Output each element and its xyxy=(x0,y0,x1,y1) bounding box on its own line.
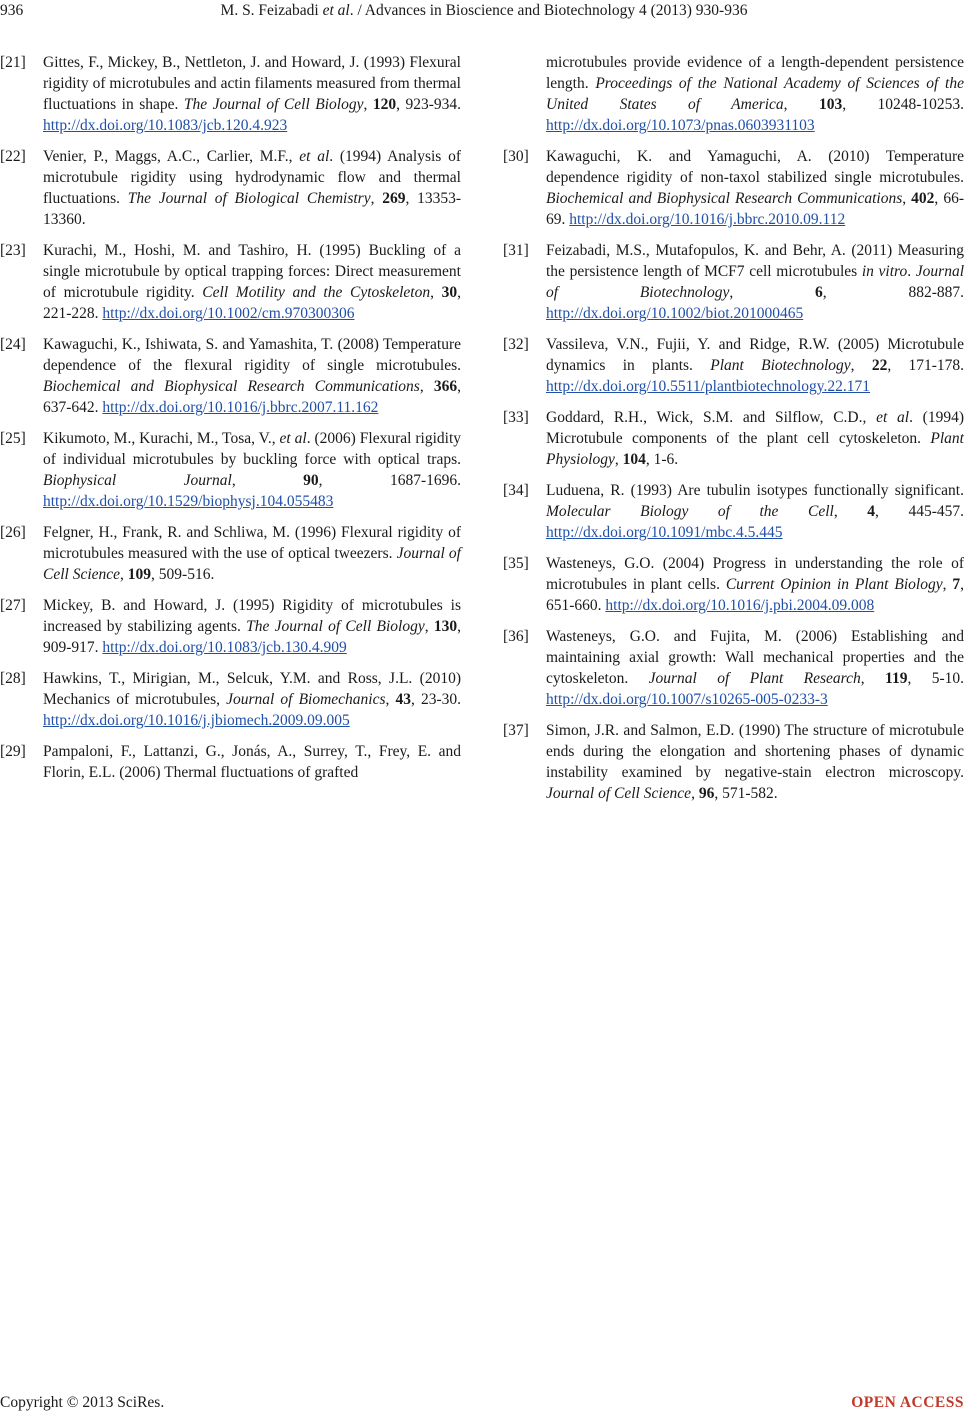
reference-volume: 4 xyxy=(867,503,876,520)
reference-entry xyxy=(0,522,461,585)
reference-segment: , xyxy=(942,576,953,593)
reference-text xyxy=(546,407,964,470)
reference-text xyxy=(546,626,964,710)
reference-number: [27] xyxy=(0,597,26,614)
reference-entry xyxy=(0,146,461,230)
reference-segment: , xyxy=(120,566,128,583)
reference-journal-title: Proceedings of the National Academy of Sciences of the United States of America xyxy=(546,75,964,113)
reference-volume: 22 xyxy=(871,357,888,374)
reference-entry xyxy=(503,52,964,136)
reference-segment: . (1994) Analysis of microtubule rigidity using hydrodynamic flow and thermal fluctuations. xyxy=(43,148,461,207)
reference-segment: , 10248-10253. xyxy=(842,96,964,113)
reference-volume: 269 xyxy=(382,190,406,207)
reference-segment: , 171-178. xyxy=(887,357,965,374)
reference-journal-title: et al xyxy=(299,148,330,165)
reference-segment: , 571-582. xyxy=(714,785,778,802)
reference-segment: , 23-30. xyxy=(411,691,461,708)
reference-entry xyxy=(503,480,964,543)
reference-segment: , 1687-1696. xyxy=(318,472,462,489)
reference-number: [37] xyxy=(503,722,529,739)
reference-entry xyxy=(503,626,964,710)
reference-number: [35] xyxy=(503,555,529,572)
reference-segment: , xyxy=(860,670,886,687)
reference-journal-title: Journal of Cell Science xyxy=(546,785,692,802)
reference-volume: 96 xyxy=(698,785,715,802)
reference-text xyxy=(43,428,461,512)
reference-volume: 7 xyxy=(952,576,961,593)
reference-segment: , 882-887. xyxy=(822,284,964,301)
doi-link[interactable]: http://dx.doi.org/10.1091/mbc.4.5.445 xyxy=(546,524,783,541)
reference-journal-title: et al xyxy=(279,430,307,447)
reference-number: [34] xyxy=(503,482,529,499)
reference-entry xyxy=(503,407,964,470)
reference-volume: 104 xyxy=(622,451,646,468)
reference-journal-title: Journal of Biotechnology xyxy=(546,263,964,301)
reference-journal-title: Plant Physiology xyxy=(546,430,964,468)
reference-volume: 109 xyxy=(127,566,152,583)
reference-entry xyxy=(503,240,964,324)
reference-text xyxy=(546,240,964,324)
reference-volume: 6 xyxy=(815,284,823,301)
reference-number: [21] xyxy=(0,54,26,71)
reference-segment: , xyxy=(419,378,434,395)
reference-segment: , 221-228. xyxy=(43,284,461,322)
doi-link[interactable]: http://dx.doi.org/10.1083/jcb.130.4.909 xyxy=(102,639,347,656)
reference-segment: , xyxy=(850,357,872,374)
open-access-label: OPEN ACCESS xyxy=(851,1394,964,1411)
reference-entry xyxy=(0,741,461,783)
doi-link[interactable]: http://dx.doi.org/10.1529/biophysj.104.055483 xyxy=(43,493,334,510)
reference-text xyxy=(43,741,461,783)
reference-segment: , xyxy=(424,618,434,635)
reference-segment: Feizabadi, M.S., Mutafopulos, K. and Behr, A. (2011) Measuring the persistence length of MCF7 cell microtubules xyxy=(546,242,964,280)
reference-segment: , 909-917. xyxy=(43,618,461,656)
reference-volume: 130 xyxy=(433,618,458,635)
doi-link[interactable]: http://dx.doi.org/10.1016/j.jbiomech.2009.09.005 xyxy=(43,712,350,729)
reference-number: [31] xyxy=(503,242,529,259)
reference-journal-title: The Journal of Biological Chemistry xyxy=(127,190,371,207)
reference-segment: , 13353-13360. xyxy=(43,190,461,228)
running-head-journal: . / Advances in Bioscience and Biotechnology 4 (2013) 930-936 xyxy=(349,2,748,19)
doi-link[interactable]: http://dx.doi.org/10.1083/jcb.120.4.923 xyxy=(43,117,288,134)
reference-number: [29] xyxy=(0,743,26,760)
reference-segment: , 637-642. xyxy=(43,378,461,416)
doi-link[interactable]: http://dx.doi.org/10.5511/plantbiotechnology.22.171 xyxy=(546,378,871,395)
reference-text xyxy=(43,522,461,585)
reference-entry xyxy=(0,240,461,324)
reference-segment: , 923-934. xyxy=(396,96,462,113)
references-right-column xyxy=(503,52,964,814)
reference-segment: , xyxy=(231,472,304,489)
reference-text xyxy=(43,595,461,658)
reference-segment: , 1-6. xyxy=(645,451,679,468)
reference-entry xyxy=(0,668,461,731)
doi-link[interactable]: http://dx.doi.org/10.1002/cm.970300306 xyxy=(102,305,355,322)
reference-volume: 90 xyxy=(303,472,319,489)
reference-text xyxy=(43,334,461,418)
running-head-authors: M. S. Feizabadi xyxy=(220,2,323,19)
reference-journal-title: Biochemical and Biophysical Research Communications xyxy=(546,190,903,207)
reference-journal-title: The Journal of Cell Biology xyxy=(246,618,425,635)
reference-entry xyxy=(503,553,964,616)
reference-number: [33] xyxy=(503,409,529,426)
reference-volume: 120 xyxy=(372,96,397,113)
reference-journal-title: Biochemical and Biophysical Research Communications xyxy=(43,378,420,395)
reference-entry xyxy=(503,720,964,804)
reference-journal-title: in vitro xyxy=(861,263,908,280)
doi-link[interactable]: http://dx.doi.org/10.1002/biot.201000465 xyxy=(546,305,804,322)
reference-volume: 103 xyxy=(818,96,843,113)
reference-text xyxy=(43,146,461,230)
reference-segment: Wasteneys, G.O. and Fujita, M. (2006) Establishing and maintaining axial growth: Wall mechanical properties and the cytoskeleton. xyxy=(546,628,964,687)
reference-number: [25] xyxy=(0,430,26,447)
doi-link[interactable]: http://dx.doi.org/10.1016/j.pbi.2004.09.008 xyxy=(605,597,875,614)
reference-journal-title: Plant Biotechnology xyxy=(710,357,851,374)
reference-text xyxy=(546,720,964,804)
reference-volume: 119 xyxy=(885,670,908,687)
reference-segment: Simon, J.R. and Salmon, E.D. (1990) The structure of microtubule ends during the elongation and shortening phases of dynamic instability examined by negative-stain electron microscopy. xyxy=(546,722,964,781)
running-head-etal: et al xyxy=(322,2,350,19)
reference-entry xyxy=(0,334,461,418)
reference-segment: . (2006) Flexural rigidity of individual microtubules by buckling force with optical traps. xyxy=(43,430,461,468)
reference-text xyxy=(43,668,461,731)
reference-journal-title: Journal of Biomechanics xyxy=(226,691,386,708)
reference-journal-title: Molecular Biology of the Cell xyxy=(546,503,834,520)
reference-segment: Mickey, B. and Howard, J. (1995) Rigidity of microtubules is increased by stabilizing agents. xyxy=(43,597,461,635)
reference-segment: , xyxy=(363,96,373,113)
reference-segment: , xyxy=(691,785,699,802)
reference-segment: . xyxy=(907,263,916,280)
reference-number: [30] xyxy=(503,148,529,165)
reference-text xyxy=(546,334,964,397)
reference-entry xyxy=(503,146,964,230)
reference-journal-title: et al xyxy=(876,409,910,426)
reference-journal-title: The Journal of Cell Biology xyxy=(183,96,364,113)
doi-link[interactable]: http://dx.doi.org/10.1016/j.bbrc.2010.09.112 xyxy=(569,211,846,228)
reference-text xyxy=(546,553,964,616)
reference-journal-title: Journal of Cell Science xyxy=(43,545,461,583)
reference-segment: , xyxy=(385,691,396,708)
reference-segment: Hawkins, T., Mirigian, M., Selcuk, Y.M. and Ross, J.L. (2010) Mechanics of microtubules, xyxy=(43,670,461,708)
reference-segment: , 445-457. xyxy=(875,503,965,520)
reference-segment: Vassileva, V.N., Fujii, Y. and Ridge, R.W. (2005) Microtubule dynamics in plants. xyxy=(546,336,964,374)
reference-entry xyxy=(0,52,461,136)
reference-segment: Kurachi, M., Hoshi, M. and Tashiro, H. (1995) Buckling of a single microtubule by optical trapping forces: Direct measurement of microtubule rigidity. xyxy=(43,242,461,301)
reference-segment: Goddard, R.H., Wick, S.M. and Silflow, C.D., xyxy=(546,409,877,426)
reference-entry xyxy=(0,595,461,658)
reference-journal-title: Cell Motility and the Cytoskeleton xyxy=(202,284,431,301)
reference-segment: microtubules provide evidence of a length-dependent persistence length. xyxy=(546,54,964,92)
reference-journal-title: Biophysical Journal xyxy=(43,472,232,489)
reference-number: [28] xyxy=(0,670,26,687)
page-header xyxy=(0,0,968,22)
page-footer xyxy=(0,1392,968,1414)
reference-segment: , xyxy=(370,190,383,207)
reference-segment: Wasteneys, G.O. (2004) Progress in understanding the role of microtubules in plant cells. xyxy=(546,555,964,593)
running-head xyxy=(0,0,968,22)
reference-segment: , 66-69. xyxy=(546,190,964,228)
reference-segment: Kawaguchi, K. and Yamaguchi, A. (2010) Temperature dependence rigidity of non-taxol stabilized single microtubules. xyxy=(546,148,964,186)
reference-volume: 366 xyxy=(433,378,458,395)
reference-text xyxy=(546,146,964,230)
reference-segment: , xyxy=(729,284,816,301)
reference-text xyxy=(43,52,461,136)
reference-segment: , 651-660. xyxy=(546,576,965,614)
reference-number: [24] xyxy=(0,336,26,353)
reference-number: [36] xyxy=(503,628,529,645)
reference-segment: , 5-10. xyxy=(907,670,965,687)
reference-segment: Kikumoto, M., Kurachi, M., Tosa, V., xyxy=(43,430,280,447)
reference-segment: . (1994) Microtubule components of the plant cell cytoskeleton. xyxy=(546,409,964,447)
reference-segment: Felgner, H., Frank, R. and Schliwa, M. (1996) Flexural rigidity of microtubules measured with the use of optical tweezers. xyxy=(43,524,461,562)
reference-segment: Kawaguchi, K., Ishiwata, S. and Yamashita, T. (2008) Temperature dependence of the flexural rigidity of single microtubules. xyxy=(43,336,461,374)
reference-number: [23] xyxy=(0,242,26,259)
reference-segment: , xyxy=(902,190,912,207)
reference-text xyxy=(43,240,461,324)
reference-journal-title: Journal of Plant Research xyxy=(648,670,861,687)
reference-segment: , xyxy=(614,451,623,468)
reference-entry xyxy=(503,334,964,397)
copyright-notice: Copyright © 2013 SciRes. xyxy=(0,1394,165,1411)
reference-volume: 30 xyxy=(441,284,458,301)
doi-link[interactable]: http://dx.doi.org/10.1073/pnas.0603931103 xyxy=(546,117,815,134)
reference-number: [26] xyxy=(0,524,26,541)
page-number: 936 xyxy=(0,2,24,19)
reference-segment: Venier, P., Maggs, A.C., Carlier, M.F., xyxy=(43,148,300,165)
reference-number: [32] xyxy=(503,336,529,353)
reference-segment: Gittes, F., Mickey, B., Nettleton, J. and Howard, J. (1993) Flexural rigidity of microtubules and actin filaments measured from thermal fluctuations in shape. xyxy=(43,54,461,113)
reference-segment: , xyxy=(783,96,819,113)
doi-link[interactable]: http://dx.doi.org/10.1007/s10265-005-0233-3 xyxy=(546,691,828,708)
reference-entry xyxy=(0,428,461,512)
reference-volume: 43 xyxy=(395,691,411,708)
reference-segment: , 509-516. xyxy=(151,566,215,583)
doi-link[interactable]: http://dx.doi.org/10.1016/j.bbrc.2007.11.162 xyxy=(102,399,379,416)
references-left-column xyxy=(0,52,461,793)
reference-segment: , xyxy=(430,284,442,301)
reference-text xyxy=(546,52,964,136)
reference-segment: Luduena, R. (1993) Are tubulin isotypes functionally significant. xyxy=(546,482,964,499)
reference-number: [22] xyxy=(0,148,26,165)
reference-journal-title: Current Opinion in Plant Biology xyxy=(725,576,943,593)
reference-volume: 402 xyxy=(911,190,935,207)
reference-text xyxy=(546,480,964,543)
reference-segment: , xyxy=(833,503,868,520)
reference-segment: Pampaloni, F., Lattanzi, G., Jonás, A., Surrey, T., Frey, E. and Florin, E.L. (2006) Thermal fluctuations of grafted xyxy=(43,743,461,781)
